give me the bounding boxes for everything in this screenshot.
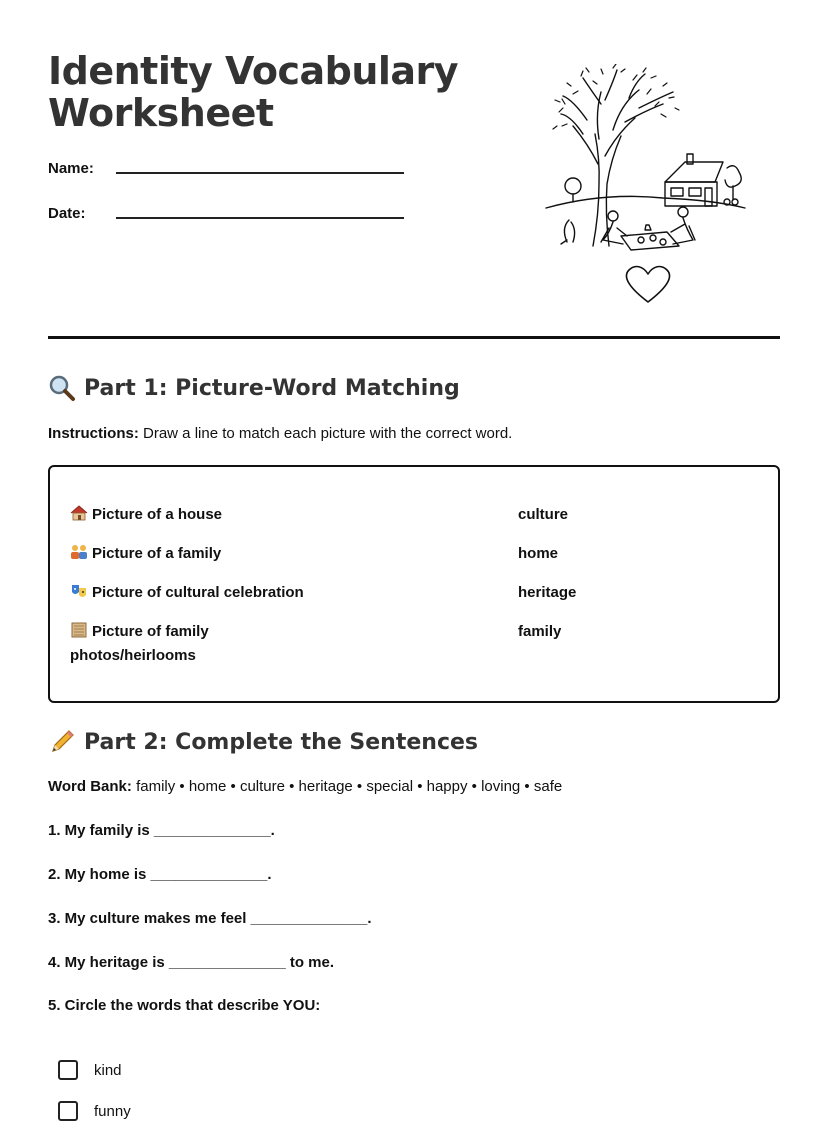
checkbox-label: funny (94, 1102, 131, 1120)
instructions-text: Draw a line to match each picture with the correct word. (138, 425, 513, 442)
date-field[interactable] (48, 205, 86, 222)
section-divider (48, 336, 780, 339)
checkbox-label: kind (94, 1061, 122, 1079)
date-label: Date: (48, 205, 86, 222)
matching-picture-item[interactable] (70, 581, 320, 605)
page-title (48, 50, 458, 134)
name-line[interactable] (116, 172, 404, 174)
house-icon (70, 505, 88, 521)
matching-picture-item[interactable] (70, 542, 320, 566)
word-bank-words: family • home • culture • heritage • special • happy • loving • safe (131, 778, 563, 795)
picture-label: Picture of family photos/heirlooms (70, 623, 209, 664)
checkbox[interactable] (58, 1060, 78, 1080)
name-label: Name: (48, 160, 94, 177)
trait-checkbox-item[interactable] (58, 1060, 122, 1080)
word-bank-label: Word Bank: (48, 778, 132, 795)
pencil-icon (48, 728, 76, 756)
scroll-icon (70, 622, 88, 638)
part2-heading (48, 728, 478, 756)
picture-label: Picture of cultural celebration (92, 584, 304, 601)
sentence-question[interactable]: 1. My family is ______________. (48, 822, 275, 839)
sentence-question[interactable]: 4. My heritage is ______________ to me. (48, 954, 335, 971)
celebration-icon (70, 583, 88, 599)
part1-instructions (48, 425, 512, 442)
magnifying-glass-icon (48, 374, 76, 402)
circle-words-prompt: 5. Circle the words that describe YOU: (48, 997, 321, 1014)
sentence-question[interactable]: 3. My culture makes me feel ______________. (48, 910, 372, 927)
picture-label: Picture of a family (92, 545, 222, 562)
matching-picture-item[interactable] (70, 503, 320, 527)
matching-word-item[interactable]: heritage (518, 584, 577, 601)
part2-heading-text: Part 2: Complete the Sentences (84, 729, 479, 755)
matching-box (48, 465, 780, 703)
title-line-2: Worksheet (48, 91, 274, 135)
instructions-label: Instructions: (48, 425, 139, 442)
title-line-1: Identity Vocabulary (48, 49, 459, 93)
matching-word-item[interactable]: family (518, 623, 562, 640)
word-bank (48, 778, 562, 795)
part1-heading-text: Part 1: Picture-Word Matching (84, 375, 460, 401)
family-icon (70, 544, 88, 560)
picture-label: Picture of a house (92, 506, 223, 523)
matching-word-item[interactable]: culture (518, 506, 569, 523)
name-field[interactable] (48, 160, 94, 177)
date-line[interactable] (116, 217, 404, 219)
matching-word-item[interactable]: home (518, 545, 559, 562)
matching-picture-item[interactable] (70, 620, 320, 668)
part1-heading (48, 374, 460, 402)
family-picnic-illustration (543, 64, 753, 308)
trait-checkbox-item[interactable] (58, 1101, 131, 1121)
checkbox[interactable] (58, 1101, 78, 1121)
sentence-question[interactable]: 2. My home is ______________. (48, 866, 272, 883)
